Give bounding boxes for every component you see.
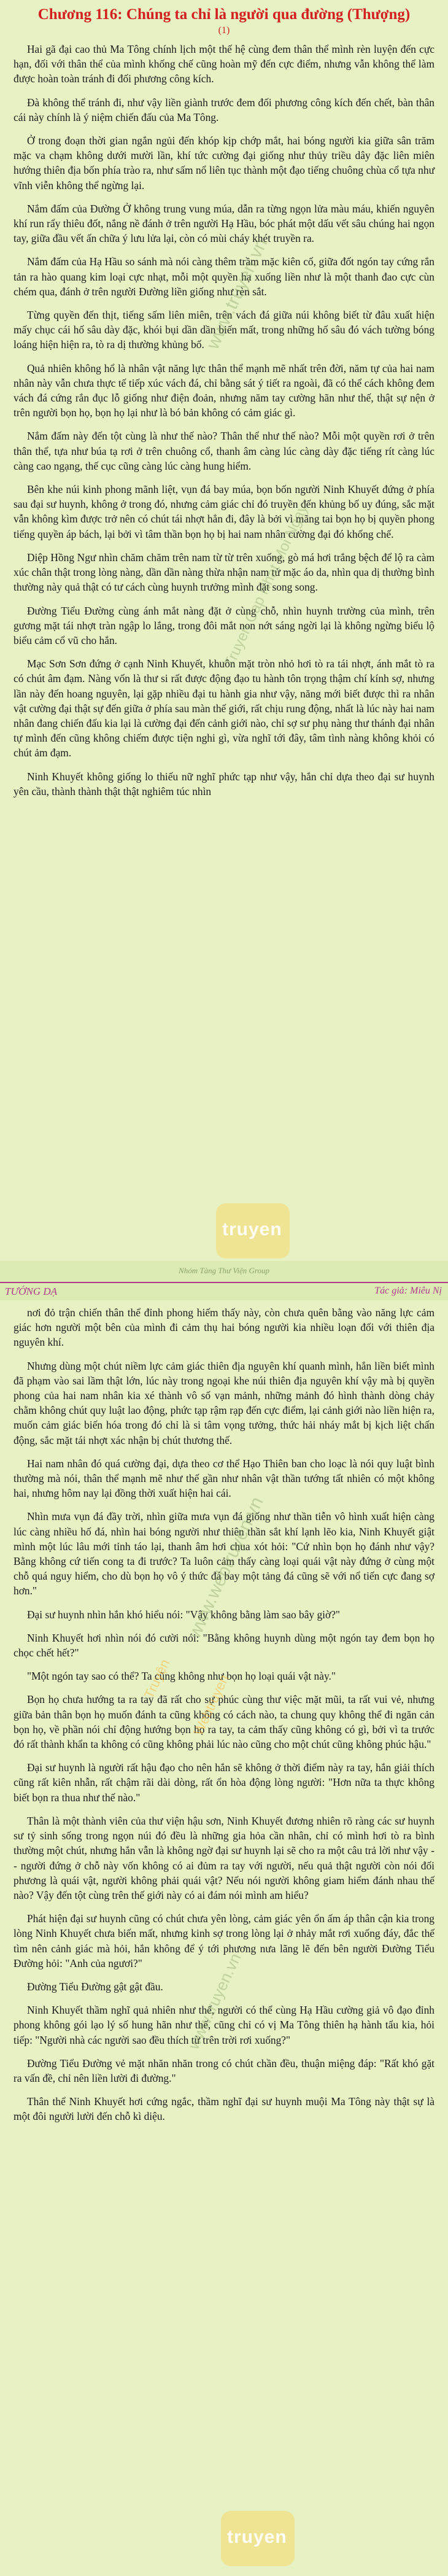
paragraph: Ninh Khuyết không giống lo thiếu nữ nghĩ phức tạp như vậy, hắn chỉ dựa theo đại sư huynh yên cầu, thành thành thật thật nghiêm túc nhìn (14, 770, 434, 797)
paragraph: Ninh Khuyết thầm nghĩ quả nhiên như thế, người có thể cùng Hạ Hầu cường giả vô đạo đỉnh phong không gói lạo lý số hung hãn như thế, cũng chỉ có vị Ma Tông thiên hạ hành tẩu kia, hỏi tiếp: "Người nhà các người sao đều thích từ trên trời rơi xuống?" (14, 2004, 434, 2046)
paragraph: nơi đỏ trận chiến thân thể đỉnh phong hiếm thấy này, còn chưa quên bằng vào năng lực cảm giác hơn người một bên của mình đi cảm thụ hai bóng người kia nhiều loạn đối với thiên địa nguyên khí. (14, 1306, 434, 1349)
paragraph: Thân thể Ninh Khuyết hơi cứng ngắc, thầm nghĩ đại sư huynh muội Ma Tông này thật sự là một đôi người lười đến chỗ kì diệu. (14, 2095, 434, 2123)
page-one-body (14, 42, 434, 799)
paragraph: Bọn họ chưa hướng ta ra tay đã rất cho sự phúc cùng thư việc mặt mũi, ta rất vui vẻ, nhưng giữa bản thân bọn họ muốn đánh ta cũng không có cách nào, ta chung quy không thể đi ngăn cản bọn họ, về phần nói chỉ động hướng bọn họ ra tay, ta cảm thấy cũng không có gì, bởi vì ta trước đó rất thành khẩn ta không có cũng không phải lúc nào cũng cho một chút cũng không phúc hậu." (14, 1693, 434, 1751)
paragraph: Thân là một thành viên của thư viện hậu sơn, Ninh Khuyết đương nhiên rõ ràng các sư huynh sư tỷ sinh sống trong ngọn núi đó đều là những gia hỏa cần nhân, chỉ có mình hơi tò ra bình thường một chút, nhưng hắn vẫn là không ngờ đại sư huynh lại sẽ cho ra một câu trả lời như vậy -- người đứng ở chỗ này vốn không có ai đủm ra tay với người, nếu quả thật người còn nói đối phương là quái vật, người không phải quái vật? Nếu nói người không giam hiểm đánh nhau thế nào? Vậy đến tột cùng trên thế giới này có ai đám nói mình am hiểu? (14, 1814, 434, 1901)
paragraph: Diệp Hồng Ngư nhìn chăm chăm trên nam từ từ trên xuống, gò má hơi trắng bệch để lộ ra càm xúc chân thật trong lòng nàng, dần dần nàng thừa nhận nam tử mặc áo da, nhìn qua dị thường bình thường này quả thật có tư cách cùng huynh trưởng mình đặt song song. (14, 551, 434, 594)
watermark-text: Truyện (141, 1656, 173, 1701)
watermark-text: www.truyen.vn (203, 235, 272, 352)
paragraph: Hai gã đại cao thủ Ma Tông chính lịch một thế hệ cùng đem thân thể mình rèn luyện đến cực hạn, đối với thân thể của mình khống chế cũng hoàn mỹ đến cực điểm, nhưng vẫn không thể làm được hoàn toàn tránh đi đối phương công kích. (14, 43, 434, 85)
book-title-header: TƯỚNG DẠ (5, 1286, 58, 1297)
paragraph: Ninh Khuyết hơi nhìn nói đó cười nói: "Bằng không huynh dùng một ngón tay đem bọn họ chọc chết hết?" (14, 1631, 434, 1659)
paragraph: Đại sư huynh nhìn hắn khó hiểu nói: "Vậy không bằng làm sao bây giờ?" (27, 1608, 341, 1621)
paragraph: Đường Tiểu Đường cùng ánh mắt nàng đặt ở cùng chỗ, nhìn huynh trường của mình, trên gương mặt tái nhợt tràn ngập lo lắng, trong đôi mắt non nớt sáng ngời lại là không ngừng biểu lộ biểu cảm cổ vũ cho hắn. (14, 604, 434, 646)
paragraph: Phát hiện đại sư huynh cũng có chút chưa yên lòng, cảm giác yên ổn ấm áp thân cận kia trong lòng Ninh Khuyết chưa biến mất, nhưng kinh sợ trong lòng lại ở nhảy mắt rơi xuống đáy, đắc thế tìm nên cảnh giác mà hỏi, hắn không để ý tới phương nưa lãng lẽ đến bên người Đường Tiểu Đường hỏi: "Anh của ngươi?" (14, 1912, 434, 1969)
footer-credit: Nhóm Tàng Thư Viện Group (179, 1266, 269, 1275)
page-two-body (14, 1288, 434, 2124)
paragraph: Nắm đấm của Hạ Hầu so sánh mà nói càng thêm trầm mặc kiên cố, giữa đốt ngón tay cứng rắn tản ra hào quang kim loại cực nhạt, mỗi một quyền hạ xuống liền như là một thanh đao cực cùn chém qua, đánh ở trên người Đường liền giống như rèn sắt. (14, 255, 434, 298)
paragraph: Ở trong đoạn thời gian ngắn ngủi đến khóp kịp chớp mắt, hai bóng người kia giữa sân trăm mặc va chạm không dưới mười lần, khí tức cường đại giống như thủy triều dây đặc liên miên hướng thiên địa bốn phía trào ra, như sấm nổ liên tục thành một đạo tiếng chuông chùa cổ tựa như vĩnh viễn không thể ngừng lại. (14, 134, 434, 192)
watermark-text: www.webtruyen.vn (184, 1494, 268, 1642)
page-two (0, 1288, 448, 2576)
paragraph: Bên khe núi kinh phong mãnh liệt, vụn đá bay múa, bọn bốn người Ninh Khuyết đứng ở phía sau đại sư huynh, không ở trong đó, nhưng cảm giác chỉ đó truyền đến khủng bố uy đúng, sắc mặt vẫn không kìm được trở nên có chút tái nhợt hẳn đi, đây là bởi vì mãng tai bọn họ bị quyền phong tiếng quyền áp bách, lại bởi vì tâm thần bọn họ bị hai nam nhân cường đại đó khống chế. (14, 483, 434, 540)
paragraph: Từng quyền đến thịt, tiếng sấm liên miên, trên vách đá giữa núi không biết từ đâu xuất hiện mấy chục cái hố sâu dày đặc, khói bụi dần dần biến mất, trong những hố sâu đó vách tường bóng loáng hiện hiện ra, tò ra dị thường khủng bố. (14, 309, 434, 351)
paragraph: Đà không thể tránh đi, như vậy liền giành trước đem đối phương công kích đến chết, bàn thân cái này chính là ý niệm chiến đấu của Ma Tông. (14, 96, 434, 123)
site-logo-text: truyen (227, 2527, 287, 2547)
paragraph: Đường Tiểu Đường vẻ mặt nhăn nhăn trong có chút chần đều, thuận miệng đáp: "Rất khó gặt ra vấn đề, chỉ nên liền lười đi đường." (14, 2057, 434, 2084)
paragraph: "Một ngón tay sao có thể? Ta cũng không như bọn họ loại quái vật này." (27, 1670, 336, 1683)
paragraph: Quả nhiên không hổ là nhân vật năng lực thân thể mạnh mẽ nhất trên đời, năm tự của hai nam nhân này vẫn chưa thực tế tiếp xúc vách đá, chỉ bằng sát ý tiết ra ngoài, đã có thể cách không đem vách đá cứng rắn đục lỗ giống như điện đoản, nhưng năm tay cường hãn như thế, thật sự nện ở trên người bọn họ, bọn họ lại như là bó bản không có cảm giác gì. (14, 362, 434, 419)
site-logo-text: truyen (222, 1219, 282, 1240)
paragraph: Nhưng dùng một chút niềm lực cảm giác thiên địa nguyên khí quanh mình, hắn liền biết mình đã phạm vào sai lầm thật lớn, lúc này trong ngoại khe núi thiên địa nguyên khí vậy mà bị quyền phong của hai nam nhân kia xé thành vô số vạn mảnh, những mảnh đó hình thành dòng chảy chằm không chút quy luật lao động, phức tạp rậm rạp đến cực điểm, lại cảnh giới nào liền hiện ra, muốn cảm giác biến hóa trong đó chỉ là si tâm vọng tưởng, thức hải nháy mắt bị kịch liệt chấn động, sắc mặt tái nhợt xác nhận bị chút thương thế. (14, 1359, 434, 1446)
paragraph: Nắm đấm này đến tột cùng là như thế nào? Thân thể như thế nào? Mỗi một quyền rơi ở trên thân thể, tựa như búa tạ rơi ở trên chuông cổ, thanh âm càng lúc càng dày đặc tiếng rít càng lúc càng cao ngạng, thế cục cũng càng lúc càng hung hiểm. (14, 430, 434, 472)
watermark-text: www.truyen.vn (184, 1950, 245, 2052)
paragraph: Đại sư huynh là người rất hậu đạo cho nên hắn sẽ không ở thời điểm này ra tay, hắn giải thích cũng rất kiên nhẫn, rất chậm rãi dài dòng, rất ổn hòa động lòng người: "Hơn nữa ta thực không biết bọn ra thua như thế nào." (14, 1761, 434, 1804)
paragraph: Đường Tiểu Đường gật gật đầu. (27, 1980, 163, 1993)
paragraph: Mạc Sơn Sơn đứng ở cạnh Ninh Khuyết, khuôn mặt tròn nhỏ hơi tò ra tái nhợt, ánh mắt tò ra có chút âm đạm. Nàng vốn là thư si rất được động đạo tu hành tôn trọng thậm chí kính sợ, nhưng lần này đến hoang nguyên, lại gặp nhiều đại tu hành gia như vậy, năng mới biết được thì ra nhân vật cường đại thật sự đến giữa ở phía sau màn thế giới, rất chịu rung động, nhất là lúc này hai nam nhân đang chiến đấu kia lại là cường đại đến cảnh giới nào, chỉ sợ sư phụ nàng thư thánh đại nhân tự mình đến cũng không chiếm được tiện nghi gì, vừa nghĩ tới đây, tâm tình nàng không khỏi có chút ảm đạm. (14, 658, 434, 759)
watermark-text: Truyen Cap Nhat Moi Ngay (221, 502, 311, 670)
watermark-text: Webtruyen (190, 1672, 232, 1738)
chapter-title: Chương 116: Chúng ta chỉ là người qua đường (Thượng) (37, 6, 411, 23)
page-marker: (1) (218, 25, 230, 36)
paragraph: Nhìn mưa vụn đá đầy trời, nhìn giữa mưa vụn đá giống như thần tiễn vô hình xuất hiện càng lúc càng nhiều hố đá, nhìn hai bóng người như thiên thần sắt khí lạnh lẽo kia, Ninh Khuyết giật mình một lúc lâu mới tỉnh táo lại, thanh âm hơi chua xót hỏi: "Cứ nhìn bọn họ đánh như vậy? Bằng không cứ tiến cong ta đi trước? Ta luôn cảm thấy càng loại quái vật này đứng ở cùng một chỗ quá nguy hiểm, cho dù bọn họ vô ý thức đá bay một tảng đá cũng sẽ với nổ tiến cực đang sợ hơn." (14, 1510, 434, 1597)
paragraph: Nắm đấm của Đường Ở không trung vung múa, dẫn ra từng ngọn lửa màu máu, khiến nguyên khí run rẩy thiêu đốt, nắng nề đánh ở trên người Hạ Hầu, bóc phát một dấu vết sâu chúng hai ngọn tay, giữa đầu vết ấn chữa ý lưu lửa lại, còn có mùi cháy khét truyền ra. (14, 202, 434, 245)
author-header: Tác giả: Miêu Nị (374, 1286, 442, 1296)
paragraph: Hai nam nhân đó quá cường đại, dựa theo cơ thể Hạo Thiên ban cho loạc là nói quy luật bình thường mà nói, thân thể mạnh mẽ như thế gần như nhân vật thần tướng tất nhiên có một không hai, nhưng hôm nay lại đồng thời xuất hiện hai cái. (14, 1457, 434, 1500)
